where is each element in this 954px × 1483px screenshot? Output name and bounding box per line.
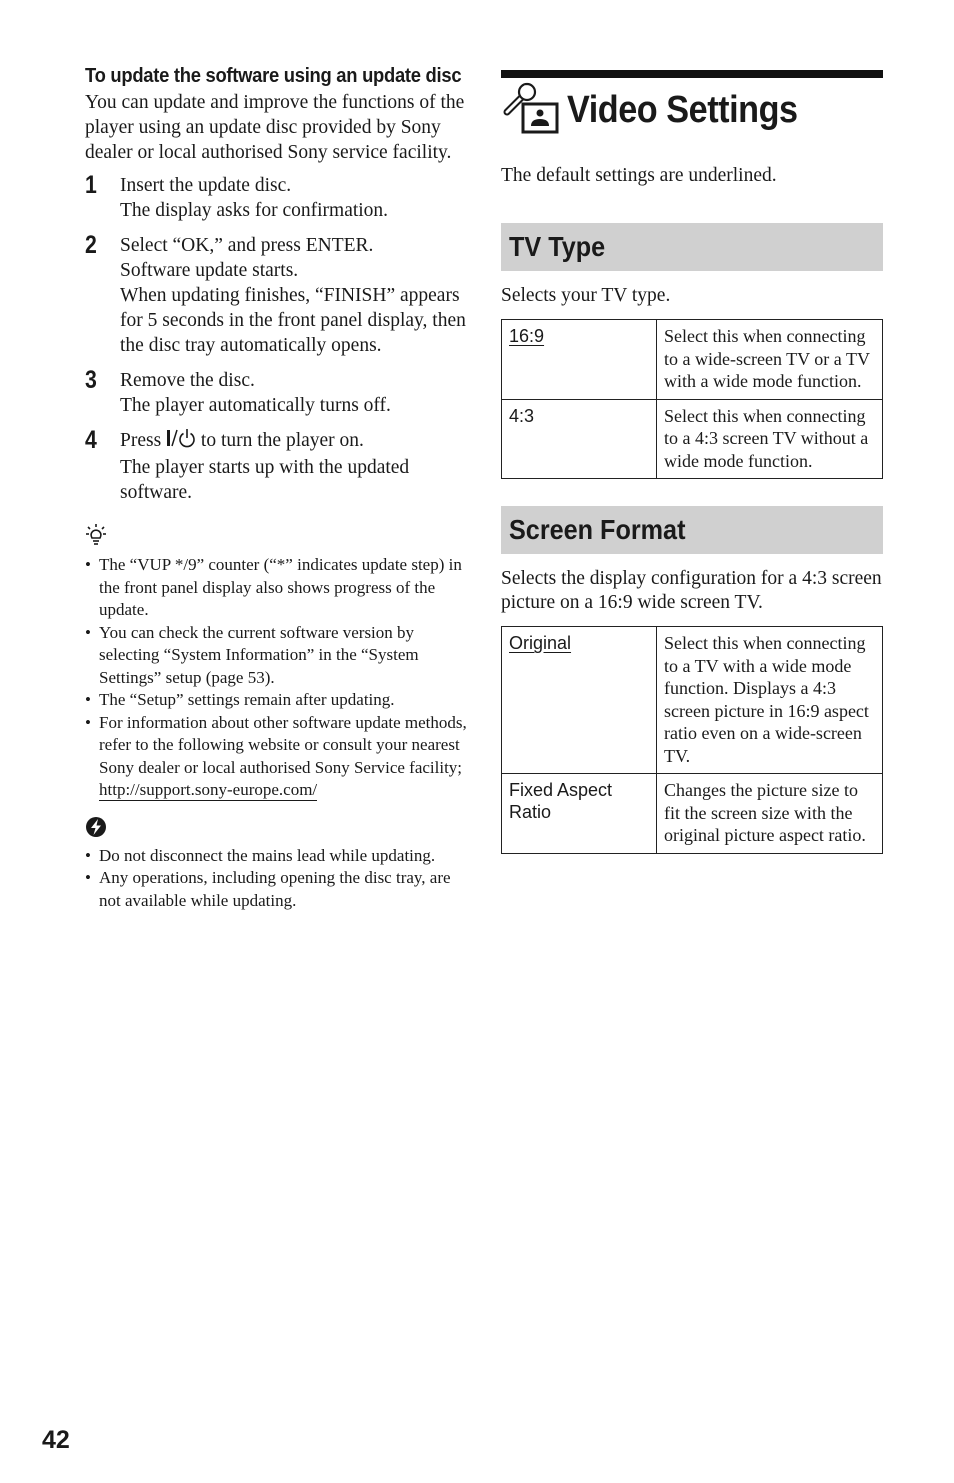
right-column [501,70,883,854]
list-item: • The “Setup” settings remain after updating. [85,689,469,712]
step-number: 4 [85,426,97,454]
list-item: • Any operations, including opening the disc tray, are not available while updating. [85,867,469,912]
step-text: The display asks for confirmation. [120,200,389,221]
option-cell [502,320,657,400]
section-intro: Selects the display configuration for a 4:3 screen picture on a 16:9 wide screen TV. [501,568,882,613]
option-cell [502,399,657,479]
step-text: Software update starts. [120,260,299,281]
update-disc-heading: To update the software using an update disc [85,65,462,87]
table-row [502,399,883,479]
list-item: • Do not disconnect the mains lead while updating. [85,845,469,868]
page-title: Video Settings [567,88,798,131]
update-disc-intro: You can update and improve the functions of the player using an update disc provided by Sony dealer or local authorised Sony service facility. [85,92,465,163]
section-heading-tv-type [501,223,883,271]
power-standby-icon [166,428,196,455]
step-text: Remove the disc. [120,370,255,391]
option-desc: Select this when connecting to a 4:3 screen TV without a wide mode function. [657,399,883,479]
video-settings-wrench-icon [501,82,561,138]
press-label: Press [120,430,162,451]
screen-format-table [501,626,883,854]
step-text [120,428,469,455]
table-row [502,627,883,774]
option-desc: Select this when connecting to a wide-screen TV or a TV with a wide mode function. [657,320,883,400]
step-text: Insert the update disc. [120,175,292,196]
section-title: Screen Format [509,514,686,545]
press-rest: to turn the player on. [196,430,364,451]
step-text: Select “OK,” and press ENTER. [120,235,374,256]
step-number: 3 [85,366,97,394]
note-bolt-icon [85,816,469,843]
option-name: Original [509,633,572,653]
option-name: 16:9 [509,326,545,346]
table-row [502,774,883,854]
update-steps [85,173,469,505]
left-column [85,62,469,912]
default-note: The default settings are underlined. [501,165,777,186]
step-1 [85,173,469,223]
tv-type-table [501,319,883,479]
option-desc: Select this when connecting to a TV with a wide mode function. Displays a 4:3 screen picture in 16:9 aspect ratio even on a wide-screen TV. [657,627,883,774]
list-item: • The “VUP */9” counter (“*” indicates update step) in the front panel display also shows progress of the update. [85,554,469,622]
support-url-link[interactable]: http://support.sony-europe.com/ [99,780,318,799]
step-3 [85,368,469,418]
section-title: TV Type [509,231,606,262]
step-text: When updating finishes, “FINISH” appears for 5 seconds in the front panel display, then the disc tray automatically opens. [120,285,466,356]
option-name: 4:3 [509,405,535,426]
title-row [501,80,883,140]
option-cell [502,627,657,774]
section-intro: Selects your TV type. [501,285,671,306]
tip-text: For information about other software update methods, refer to the following website or consult your nearest Sony dealer or local authorised Sony Service facility; [99,712,467,777]
option-cell [502,774,657,854]
list-item [85,712,469,802]
step-text: The player starts up with the updated software. [120,457,410,503]
option-desc: Changes the picture size to fit the screen size with the original picture aspect ratio. [657,774,883,854]
step-2 [85,233,469,358]
lightbulb-tip-icon [85,523,469,552]
option-name: Fixed Aspect Ratio [509,780,613,822]
list-item: • You can check the current software version by selecting “System Information” in the “System Settings” setup (page 53). [85,622,469,690]
notes-list [85,845,469,913]
section-heading-screen-format [501,506,883,554]
tips-list [85,554,469,802]
step-number: 1 [85,171,97,199]
step-4 [85,428,469,505]
page-number: 42 [42,1426,70,1454]
table-row [502,320,883,400]
step-text: The player automatically turns off. [120,395,391,416]
title-rule [501,70,883,78]
step-number: 2 [85,231,97,259]
